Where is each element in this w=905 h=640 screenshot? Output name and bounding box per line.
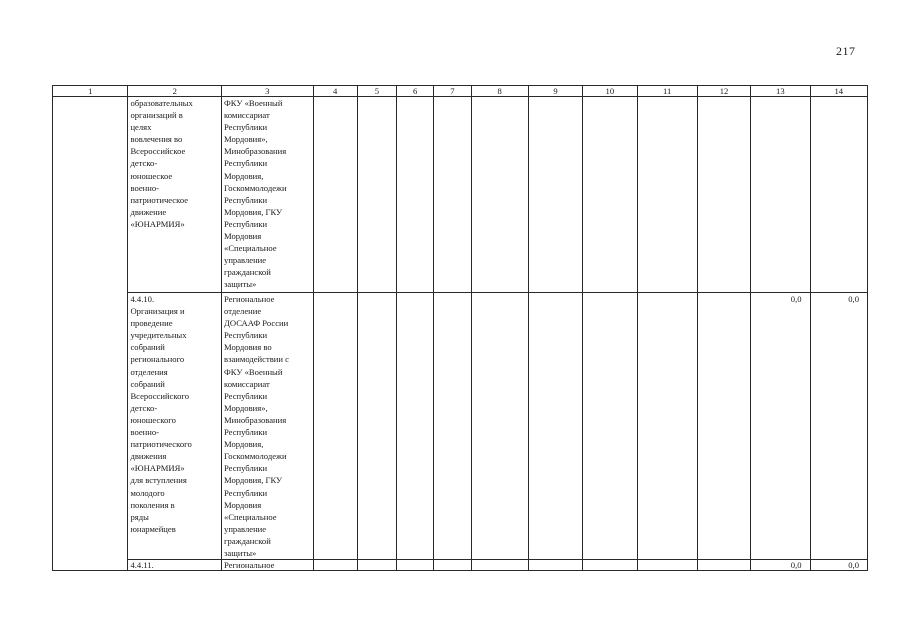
budget-table — [52, 85, 868, 571]
value-cell-col13: 0,0 — [751, 560, 810, 571]
executor-cell: ФКУ «Военный комиссариат Республики Мордовия», Минобразования Республики Мордовия, Госкоммолодежи Республики Мордовия, ГКУ Республики Мордовия «Специальное управление гражданской защиты» — [222, 97, 314, 293]
value-cell — [434, 293, 471, 560]
measure-name-cell: 4.4.11. — [128, 560, 222, 571]
value-cell — [357, 97, 396, 293]
table-header-row — [53, 86, 868, 97]
value-cell — [397, 293, 434, 560]
value-cell-col14 — [810, 97, 867, 293]
value-cell-col14: 0,0 — [810, 560, 867, 571]
value-cell — [471, 97, 528, 293]
column-header: 10 — [583, 86, 637, 97]
column-header: 4 — [313, 86, 357, 97]
measure-name-cell: 4.4.10. Организация и проведение учредительных собраний регионального отделения собраний Всероссийского детско- юношеского военно- патриотического движения «ЮНАРМИЯ» для вступления молодого поколения в ряды юнармейцев — [128, 293, 222, 560]
value-cell — [357, 293, 396, 560]
page-number: 217 — [836, 44, 856, 58]
column-header: 7 — [434, 86, 471, 97]
value-cell — [528, 97, 582, 293]
value-cell — [397, 97, 434, 293]
value-cell — [697, 560, 750, 571]
table-row — [53, 97, 868, 293]
value-cell-col13: 0,0 — [751, 293, 810, 560]
value-cell — [637, 560, 697, 571]
value-cell — [583, 293, 637, 560]
table-row — [53, 293, 868, 560]
column-header: 13 — [751, 86, 810, 97]
value-cell — [357, 560, 396, 571]
column-header: 8 — [471, 86, 528, 97]
column-header: 9 — [528, 86, 582, 97]
value-cell — [397, 560, 434, 571]
value-cell — [528, 560, 582, 571]
value-cell — [313, 97, 357, 293]
value-cell — [697, 293, 750, 560]
value-cell — [471, 293, 528, 560]
column-header: 14 — [810, 86, 867, 97]
value-cell — [471, 560, 528, 571]
value-cell — [583, 97, 637, 293]
column-header: 6 — [397, 86, 434, 97]
value-cell — [434, 97, 471, 293]
column-header: 1 — [53, 86, 128, 97]
row-number-cell — [53, 97, 128, 571]
value-cell — [637, 293, 697, 560]
executor-cell: Региональное отделение ДОСААФ России Республики Мордовия во взаимодействии с ФКУ «Военный комиссариат Республики Мордовия», Минобразования Республики Мордовия, Госкоммолодежи Республики Мордовия, ГКУ Республики Мордовия «Специальное управление гражданской защиты» — [222, 293, 314, 560]
column-header: 2 — [128, 86, 222, 97]
value-cell — [313, 293, 357, 560]
measure-name-cell: образовательных организаций в целях вовлечения во Всероссийское детско- юношеское военно- патриотическое движение «ЮНАРМИЯ» — [128, 97, 222, 293]
table-row — [53, 560, 868, 571]
value-cell — [583, 560, 637, 571]
column-header: 11 — [637, 86, 697, 97]
value-cell — [313, 560, 357, 571]
executor-cell: Региональное — [222, 560, 314, 571]
column-header: 12 — [697, 86, 750, 97]
value-cell-col13 — [751, 97, 810, 293]
value-cell-col14: 0,0 — [810, 293, 867, 560]
column-header: 5 — [357, 86, 396, 97]
value-cell — [528, 293, 582, 560]
value-cell — [697, 97, 750, 293]
column-header: 3 — [222, 86, 314, 97]
value-cell — [637, 97, 697, 293]
value-cell — [434, 560, 471, 571]
